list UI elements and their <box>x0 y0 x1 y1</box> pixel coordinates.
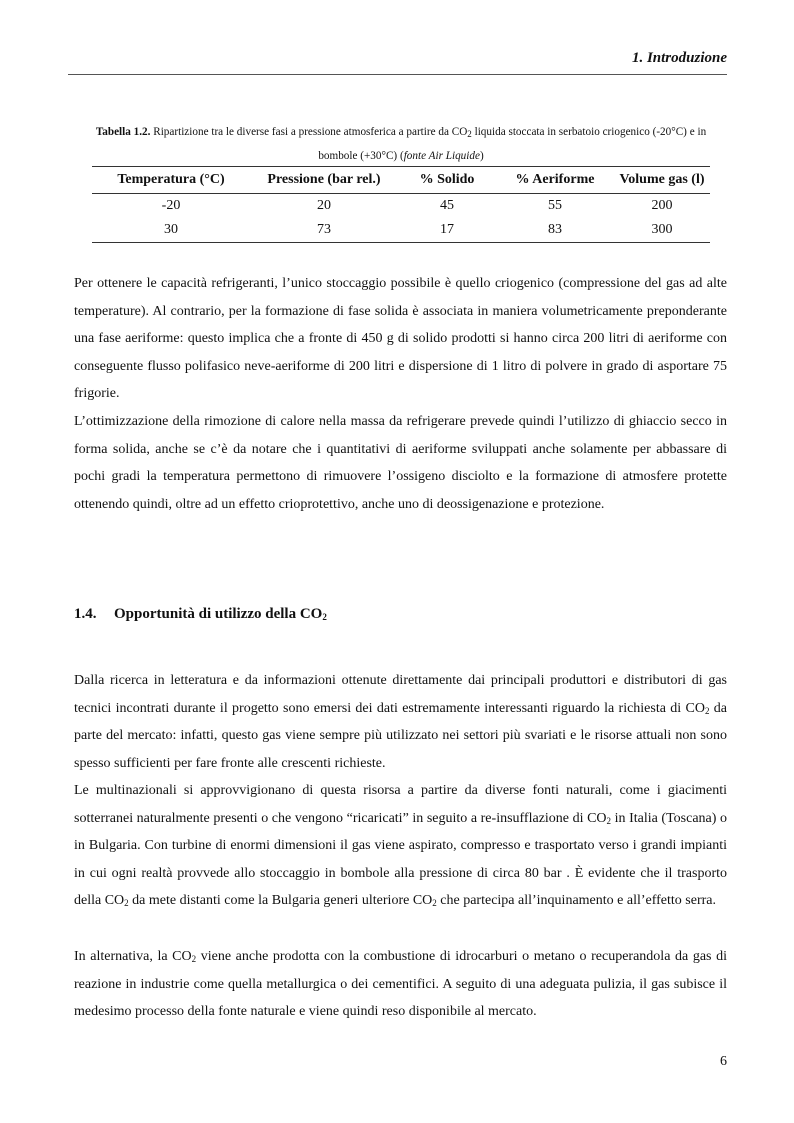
cell-pressure: 20 <box>317 198 331 213</box>
text-segment: Dalla ricerca in letteratura e da informazioni ottenute direttamente dai principali produttori e distributori di gas tecnici incontrati durante il progetto sono emersi dei dati estremamente interessanti riguardo la richiesta di CO <box>74 673 727 716</box>
text-segment: viene anche prodotta con la combustione di idrocarburi o metano o recuperandola da gas di reazione in industrie come quella metallurgica o dei cementifici. A seguito di una adeguata pulizia, il gas subisce il medesimo processo della fonte naturale e viene quindi reso disponibile al mercato. <box>74 949 727 1020</box>
text-segment: Le multinazionali si approvvigionano di questa risorsa a partire da diverse fonti naturali, come i giacimenti sotterranei naturalmente presenti o che vengono “ricaricati” in seguito a re-insufflazione di CO <box>74 783 727 826</box>
cell-temperature: 30 <box>164 222 178 237</box>
paragraph-heat-removal: L’ottimizzazione della rimozione di calore nella massa da refrigerare prevede quindi l’utilizzo di ghiaccio secco in forma solida, anche se c’è da notare che i quantitativi di aeriforme sviluppati anche solamente per abbassare di pochi gradi la temperatura permettono di rimuovere l’ossigeno disciolto e la formazione di atmosfere protette ottenendo quindi, oltre ad un effetto crioprotettivo, anche uno di deossigenazione e protezione. <box>74 414 727 512</box>
cell-temperature: -20 <box>161 198 181 213</box>
header-temperature: Temperatura (°C) <box>117 172 225 187</box>
page-number: 6 <box>720 1054 727 1069</box>
caption-close: ) <box>479 150 484 162</box>
subscript: 2 <box>432 898 437 909</box>
cell-aeriform: 55 <box>548 198 562 213</box>
section-title: Opportunità di utilizzo della CO <box>114 606 323 622</box>
header-aeriform: % Aeriforme <box>515 172 595 187</box>
table-row <box>92 194 710 219</box>
subscript: 2 <box>124 898 129 909</box>
paragraph-combustion-alternative <box>74 943 727 1026</box>
paragraph-natural-sources <box>74 777 727 915</box>
table-caption <box>92 120 710 168</box>
table-row <box>92 218 710 243</box>
text-segment: che partecipa all’inquinamento e all’effetto serra. <box>436 893 716 909</box>
paragraph-refrigerant-capacity: Per ottenere le capacità refrigeranti, l’unico stoccaggio possibile è quello criogenico (compressione del gas ad alte temperature). Al contrario, per la formazione di fase solida è associata in maniera volumetricamente preponderante una fase aeriforme: questo implica che a fronte di 450 g di solido prodotti si hanno circa 200 litri di aeriforme con conseguente flusso polifasico neve-aeriforme di 200 litri e dispersione di 1 litro di polvere in grado di asportare 75 frigorie. <box>74 276 727 402</box>
paragraph-market-demand <box>74 667 727 777</box>
caption-source: fonte Air Liquide <box>403 150 480 162</box>
caption-label: Tabella 1.2. <box>95 126 151 138</box>
subscript: 2 <box>191 954 197 964</box>
cell-solid: 45 <box>440 198 454 213</box>
header-solid: % Solido <box>419 172 475 187</box>
cell-aeriform: 83 <box>548 222 562 237</box>
table-header-row <box>92 167 710 194</box>
text-segment: in Italia (Toscana) o in Bulgaria. Con turbine di enormi dimensioni il gas viene aspirato, compresso e trasportato verso i grandi impianti in cui ogni realtà provvede allo stoccaggio in bombole alla pressione di circa 80 bar . È evidente che il trasporto della CO <box>74 810 727 909</box>
cell-pressure: 73 <box>317 222 331 237</box>
text-segment: da mete distanti come la Bulgaria generi ulteriore CO <box>128 893 433 909</box>
header-pressure: Pressione (bar rel.) <box>267 172 381 187</box>
caption-text-1: Ripartizione tra le diverse fasi a pressione atmosferica a partire da CO <box>150 126 468 138</box>
section-number: 1.4. <box>74 606 97 622</box>
running-header <box>68 48 727 75</box>
chapter-title: 1. Introduzione <box>631 50 727 66</box>
section-title-subscript: 2 <box>322 612 327 622</box>
cell-solid: 17 <box>440 222 454 237</box>
caption-text-2: liquida stoccata in serbatoio criogenico (-20°C) e in bombole (+30°C) ( <box>318 126 707 162</box>
subscript: 2 <box>704 705 710 716</box>
caption-subscript: 2 <box>467 129 472 139</box>
header-gas-volume: Volume gas (l) <box>619 172 705 187</box>
cell-gas-volume: 200 <box>651 198 673 213</box>
text-segment: da parte del mercato: infatti, questo gas viene sempre più utilizzato nei settori più svariati e le risorse attuali non sono spesso sufficienti per fare fronte alle crescenti richieste. <box>74 700 727 771</box>
section-heading <box>74 606 327 623</box>
phase-distribution-table <box>92 166 710 243</box>
subscript: 2 <box>606 815 612 826</box>
cell-gas-volume: 300 <box>651 222 673 237</box>
text-segment: In alternativa, la CO <box>74 949 192 964</box>
